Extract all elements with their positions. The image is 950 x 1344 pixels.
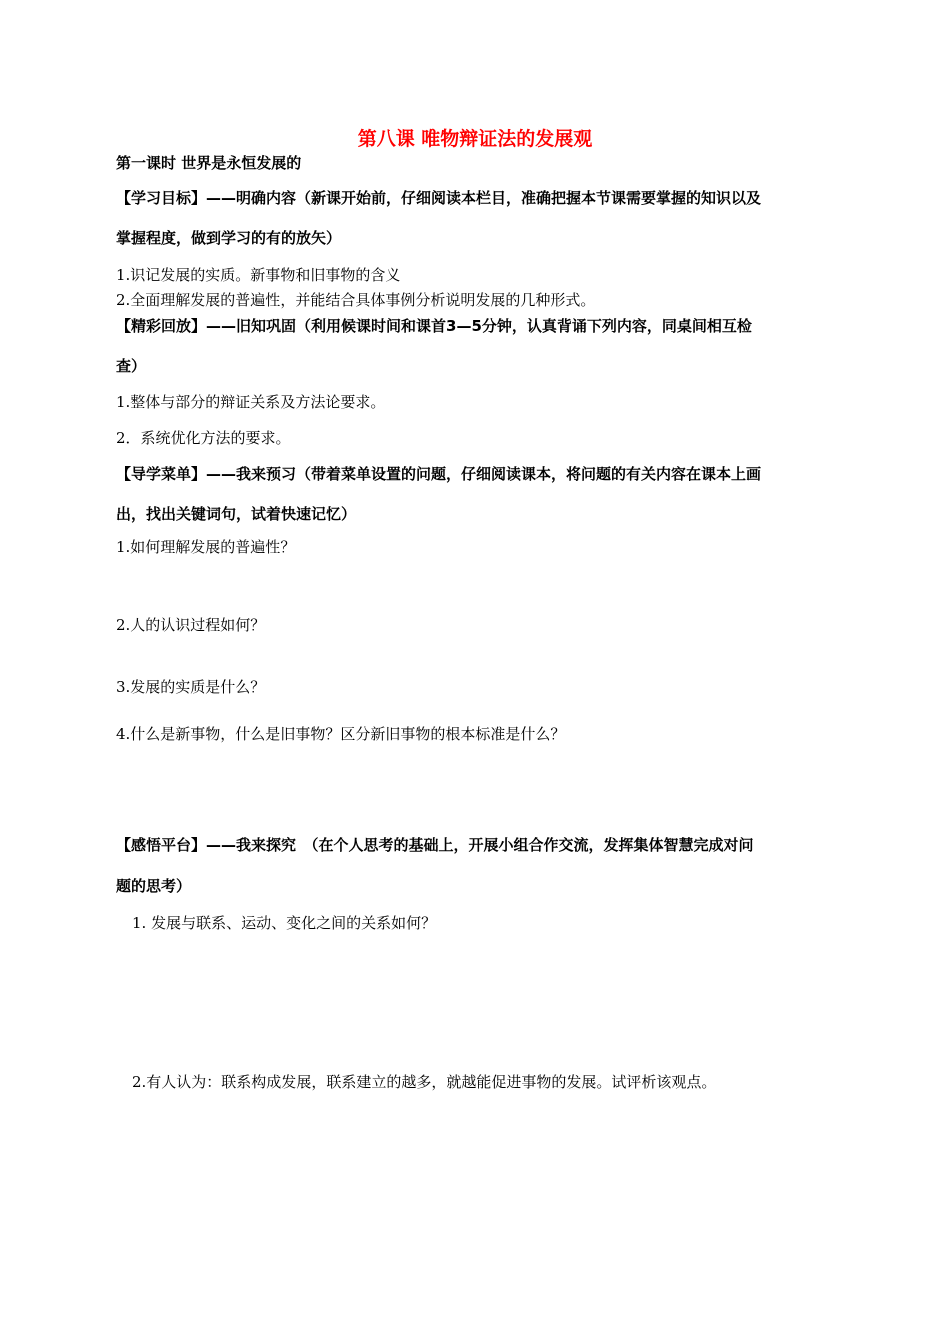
learning-goal-item: 1.识记发展的实质。新事物和旧事物的含义 — [116, 266, 401, 284]
section-review-heading-line1: 【精彩回放】——旧知巩固（利用候课时间和课首3—5分钟，认真背诵下列内容，同桌间相互检 — [116, 317, 752, 335]
exploration-question: 1. 发展与联系、运动、变化之间的关系如何？ — [132, 914, 437, 932]
preview-question: 3.发展的实质是什么？ — [116, 678, 266, 696]
learning-goal-item: 2.全面理解发展的普遍性，并能结合具体事例分析说明发展的几种形式。 — [116, 291, 596, 309]
lesson-subtitle: 第一课时 世界是永恒发展的 — [116, 154, 302, 172]
section-exploration-heading-line1: 【感悟平台】——我来探究 （在个人思考的基础上，开展小组合作交流，发挥集体智慧完成对问 — [116, 836, 754, 854]
section-preview-heading-line1: 【导学菜单】——我来预习（带着菜单设置的问题，仔细阅读课本，将问题的有关内容在课本上画 — [116, 465, 762, 483]
section-learning-goals-heading-line2: 掌握程度，做到学习的有的放矢） — [116, 229, 342, 247]
review-item: 2．系统优化方法的要求。 — [116, 429, 291, 447]
section-review-heading-line2: 查） — [116, 357, 147, 375]
section-preview-heading-line2: 出，找出关键词句，试着快速记忆） — [116, 505, 357, 523]
section-learning-goals-heading-line1: 【学习目标】——明确内容（新课开始前，仔细阅读本栏目，准确把握本节课需要掌握的知识以及 — [116, 189, 762, 207]
review-item: 1.整体与部分的辩证关系及方法论要求。 — [116, 393, 386, 411]
section-exploration-heading-line2: 题的思考） — [116, 877, 192, 895]
exploration-question: 2.有人认为：联系构成发展，联系建立的越多，就越能促进事物的发展。试评析该观点。 — [132, 1073, 717, 1091]
lesson-title: 第八课 唯物辩证法的发展观 — [357, 128, 593, 150]
preview-question: 2.人的认识过程如何？ — [116, 616, 266, 634]
preview-question: 4.什么是新事物，什么是旧事物？区分新旧事物的根本标准是什么？ — [116, 725, 566, 743]
preview-question: 1.如何理解发展的普遍性？ — [116, 538, 296, 556]
